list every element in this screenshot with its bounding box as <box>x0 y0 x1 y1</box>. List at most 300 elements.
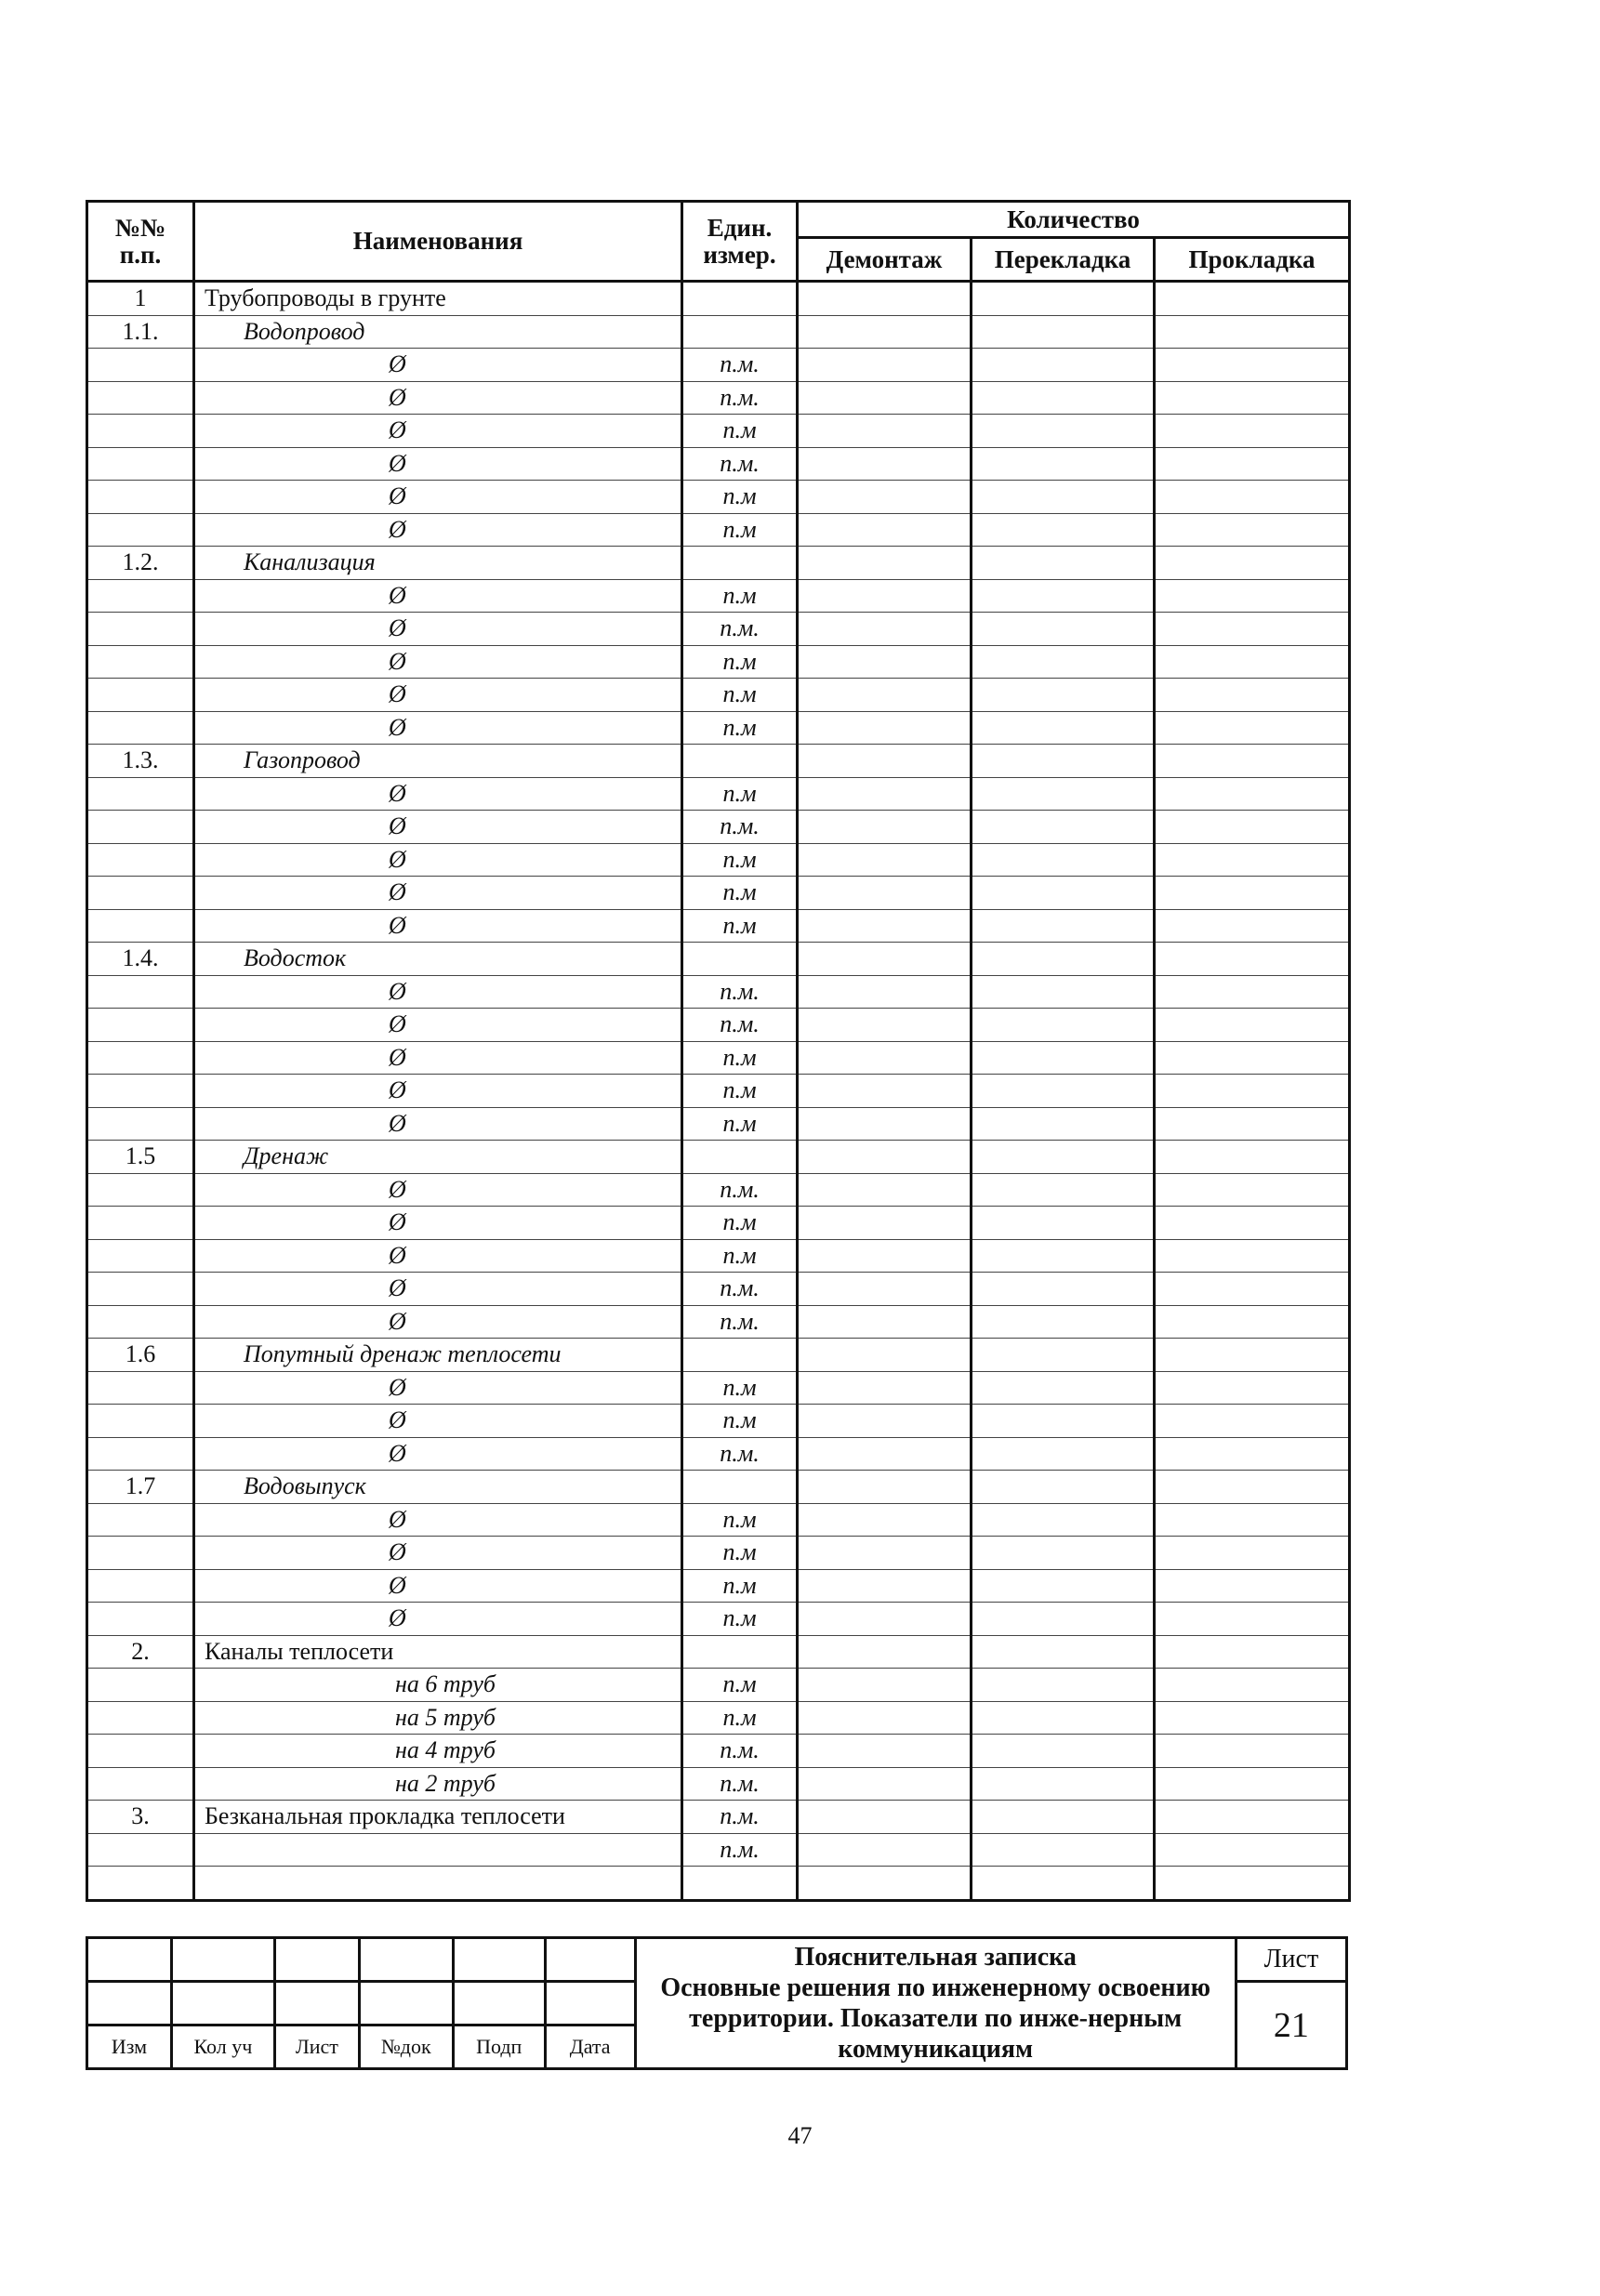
row-name: Ø <box>194 777 682 811</box>
qty-demontazh-cell <box>798 1669 972 1702</box>
row-number <box>87 877 194 910</box>
stamp-cell <box>453 1938 545 1982</box>
qty-prokladka-cell <box>1155 282 1350 316</box>
qty-demontazh-cell <box>798 1371 972 1405</box>
qty-demontazh-cell <box>798 447 972 481</box>
row-unit: п.м <box>682 481 798 514</box>
row-unit: п.м <box>682 909 798 943</box>
row-unit: п.м <box>682 1537 798 1570</box>
qty-prokladka-cell <box>1155 1669 1350 1702</box>
qty-prokladka-cell <box>1155 447 1350 481</box>
row-name: Канализация <box>194 547 682 580</box>
row-unit: п.м <box>682 1569 798 1603</box>
qty-prokladka-cell <box>1155 777 1350 811</box>
row-name: на 6 труб <box>194 1669 682 1702</box>
row-number <box>87 1833 194 1867</box>
row-unit: п.м. <box>682 1305 798 1339</box>
table-row <box>87 1471 1350 1504</box>
qty-perekladka-cell <box>972 349 1155 382</box>
table-row <box>87 1735 1350 1768</box>
row-name: Ø <box>194 447 682 481</box>
table-row <box>87 909 1350 943</box>
qty-prokladka-cell <box>1155 513 1350 547</box>
table-row <box>87 1701 1350 1735</box>
qty-perekladka-cell <box>972 1471 1155 1504</box>
qty-demontazh-cell <box>798 381 972 415</box>
table-body <box>87 282 1350 1901</box>
row-number: 1.7 <box>87 1471 194 1504</box>
row-unit: п.м <box>682 877 798 910</box>
qty-prokladka-cell <box>1155 481 1350 514</box>
row-unit: п.м <box>682 1239 798 1273</box>
row-number <box>87 481 194 514</box>
qty-perekladka-cell <box>972 679 1155 712</box>
qty-prokladka-cell <box>1155 1075 1350 1108</box>
table-row <box>87 679 1350 712</box>
table-row <box>87 282 1350 316</box>
row-unit: п.м <box>682 1371 798 1405</box>
qty-demontazh-cell <box>798 1305 972 1339</box>
row-name: Ø <box>194 975 682 1009</box>
header-num: №№ п.п. <box>87 202 194 282</box>
row-name: Водовыпуск <box>194 1471 682 1504</box>
qty-perekladka-cell <box>972 1009 1155 1042</box>
qty-perekladka-cell <box>972 282 1155 316</box>
qty-perekladka-cell <box>972 1339 1155 1372</box>
row-number <box>87 349 194 382</box>
row-number <box>87 1305 194 1339</box>
table-row <box>87 1669 1350 1702</box>
row-name: Ø <box>194 1603 682 1636</box>
qty-demontazh-cell <box>798 711 972 745</box>
row-unit: п.м <box>682 1603 798 1636</box>
row-name: Ø <box>194 645 682 679</box>
row-number <box>87 613 194 646</box>
qty-demontazh-cell <box>798 1701 972 1735</box>
qty-demontazh-cell <box>798 282 972 316</box>
row-name: Ø <box>194 1537 682 1570</box>
qty-perekladka-cell <box>972 1701 1155 1735</box>
table-row <box>87 1569 1350 1603</box>
qty-prokladka-cell <box>1155 613 1350 646</box>
table-row <box>87 447 1350 481</box>
row-unit <box>682 1867 798 1901</box>
row-name: Безканальная прокладка теплосети <box>194 1801 682 1834</box>
table-row <box>87 1305 1350 1339</box>
qty-perekladka-cell <box>972 1735 1155 1768</box>
table-row <box>87 1173 1350 1207</box>
qty-demontazh-cell <box>798 975 972 1009</box>
row-number <box>87 843 194 877</box>
sheet-number: 21 <box>1236 1982 1346 2069</box>
qty-perekladka-cell <box>972 1635 1155 1669</box>
row-name: Ø <box>194 1305 682 1339</box>
qty-perekladka-cell <box>972 415 1155 448</box>
sheet-label: Лист <box>1236 1938 1346 1982</box>
table-row <box>87 877 1350 910</box>
row-name: Ø <box>194 1437 682 1471</box>
qty-perekladka-cell <box>972 513 1155 547</box>
row-name: Каналы теплосети <box>194 1635 682 1669</box>
row-number <box>87 513 194 547</box>
row-unit <box>682 745 798 778</box>
qty-prokladka-cell <box>1155 1041 1350 1075</box>
row-unit: п.м. <box>682 1437 798 1471</box>
row-number <box>87 1041 194 1075</box>
row-number: 1.1. <box>87 315 194 349</box>
row-number <box>87 811 194 844</box>
row-name <box>194 1867 682 1901</box>
table-row <box>87 975 1350 1009</box>
qty-demontazh-cell <box>798 1471 972 1504</box>
qty-demontazh-cell <box>798 481 972 514</box>
table-row <box>87 843 1350 877</box>
qty-demontazh-cell <box>798 1273 972 1306</box>
qty-perekladka-cell <box>972 1669 1155 1702</box>
stamp-cell <box>545 1938 635 1982</box>
qty-perekladka-cell <box>972 381 1155 415</box>
row-number <box>87 1569 194 1603</box>
qty-demontazh-cell <box>798 1239 972 1273</box>
table-row <box>87 1537 1350 1570</box>
qty-demontazh-cell <box>798 777 972 811</box>
row-number: 1.2. <box>87 547 194 580</box>
stamp-cell <box>87 1982 172 2025</box>
table-row <box>87 381 1350 415</box>
header-unit: Един. измер. <box>682 202 798 282</box>
row-unit: п.м <box>682 777 798 811</box>
qty-perekladka-cell <box>972 1437 1155 1471</box>
table-row <box>87 349 1350 382</box>
row-number: 1.6 <box>87 1339 194 1372</box>
qty-prokladka-cell <box>1155 645 1350 679</box>
row-unit: п.м <box>682 1701 798 1735</box>
row-name: Ø <box>194 843 682 877</box>
row-unit: п.м. <box>682 1735 798 1768</box>
row-unit: п.м <box>682 1669 798 1702</box>
row-unit: п.м. <box>682 975 798 1009</box>
row-number <box>87 1371 194 1405</box>
row-name: Ø <box>194 1173 682 1207</box>
row-number <box>87 1239 194 1273</box>
table-row <box>87 415 1350 448</box>
row-number <box>87 1405 194 1438</box>
qty-demontazh-cell <box>798 1603 972 1636</box>
table-row <box>87 1207 1350 1240</box>
table-row <box>87 1041 1350 1075</box>
row-unit <box>682 315 798 349</box>
row-name: Попутный дренаж теплосети <box>194 1339 682 1372</box>
qty-perekladka-cell <box>972 1867 1155 1901</box>
qty-prokladka-cell <box>1155 1173 1350 1207</box>
qty-demontazh-cell <box>798 1735 972 1768</box>
qty-prokladka-cell <box>1155 909 1350 943</box>
qty-perekladka-cell <box>972 711 1155 745</box>
qty-prokladka-cell <box>1155 745 1350 778</box>
qty-demontazh-cell <box>798 1041 972 1075</box>
row-name: Ø <box>194 349 682 382</box>
table-row <box>87 1603 1350 1636</box>
row-number: 2. <box>87 1635 194 1669</box>
row-name: Ø <box>194 381 682 415</box>
table-row <box>87 1339 1350 1372</box>
qty-perekladka-cell <box>972 1569 1155 1603</box>
stamp-label-ndok: №док <box>359 2025 453 2069</box>
row-name: Ø <box>194 1009 682 1042</box>
row-name: Ø <box>194 1041 682 1075</box>
qty-prokladka-cell <box>1155 1405 1350 1438</box>
qty-prokladka-cell <box>1155 1207 1350 1240</box>
row-name: Ø <box>194 1273 682 1306</box>
row-unit <box>682 943 798 976</box>
table-row <box>87 745 1350 778</box>
row-name: Ø <box>194 1075 682 1108</box>
row-unit: п.м. <box>682 811 798 844</box>
qty-prokladka-cell <box>1155 975 1350 1009</box>
row-unit: п.м <box>682 843 798 877</box>
qty-demontazh-cell <box>798 349 972 382</box>
row-unit: п.м. <box>682 1767 798 1801</box>
row-unit: п.м. <box>682 381 798 415</box>
row-number <box>87 1867 194 1901</box>
qty-prokladka-cell <box>1155 547 1350 580</box>
qty-perekladka-cell <box>972 1537 1155 1570</box>
table-row <box>87 513 1350 547</box>
row-name: Ø <box>194 1371 682 1405</box>
row-number <box>87 447 194 481</box>
qty-perekladka-cell <box>972 1371 1155 1405</box>
qty-prokladka-cell <box>1155 1141 1350 1174</box>
row-unit: п.м <box>682 1405 798 1438</box>
qty-prokladka-cell <box>1155 1603 1350 1636</box>
row-number <box>87 975 194 1009</box>
stamp-cell <box>359 1982 453 2025</box>
qty-demontazh-cell <box>798 547 972 580</box>
qty-demontazh-cell <box>798 1405 972 1438</box>
qty-demontazh-cell <box>798 811 972 844</box>
qty-prokladka-cell <box>1155 1767 1350 1801</box>
row-unit <box>682 1141 798 1174</box>
row-name: Ø <box>194 1207 682 1240</box>
row-unit: п.м. <box>682 447 798 481</box>
table-row <box>87 645 1350 679</box>
row-unit <box>682 1471 798 1504</box>
qty-prokladka-cell <box>1155 1239 1350 1273</box>
row-number <box>87 1767 194 1801</box>
qty-perekladka-cell <box>972 1603 1155 1636</box>
qty-prokladka-cell <box>1155 1569 1350 1603</box>
qty-demontazh-cell <box>798 843 972 877</box>
row-name: Ø <box>194 579 682 613</box>
stamp-label-list: Лист <box>274 2025 359 2069</box>
row-unit: п.м <box>682 711 798 745</box>
row-number <box>87 645 194 679</box>
qty-prokladka-cell <box>1155 381 1350 415</box>
row-name: Ø <box>194 909 682 943</box>
qty-prokladka-cell <box>1155 1635 1350 1669</box>
row-unit: п.м <box>682 415 798 448</box>
qty-prokladka-cell <box>1155 1273 1350 1306</box>
qty-demontazh-cell <box>798 1767 972 1801</box>
row-name: Ø <box>194 1503 682 1537</box>
row-name: Ø <box>194 877 682 910</box>
table-row <box>87 613 1350 646</box>
row-number <box>87 909 194 943</box>
table-row <box>87 1503 1350 1537</box>
row-unit: п.м. <box>682 1273 798 1306</box>
qty-prokladka-cell <box>1155 1009 1350 1042</box>
table-row <box>87 1371 1350 1405</box>
stamp-label-data: Дата <box>545 2025 635 2069</box>
qty-perekladka-cell <box>972 811 1155 844</box>
row-name: на 4 труб <box>194 1735 682 1768</box>
qty-demontazh-cell <box>798 1075 972 1108</box>
row-number <box>87 711 194 745</box>
row-number <box>87 1603 194 1636</box>
row-name: на 2 труб <box>194 1767 682 1801</box>
qty-perekladka-cell <box>972 1405 1155 1438</box>
row-unit: п.м. <box>682 613 798 646</box>
qty-perekladka-cell <box>972 579 1155 613</box>
row-name: Трубопроводы в грунте <box>194 282 682 316</box>
row-unit: п.м <box>682 513 798 547</box>
qty-prokladka-cell <box>1155 315 1350 349</box>
qty-prokladka-cell <box>1155 877 1350 910</box>
row-number: 1.5 <box>87 1141 194 1174</box>
row-number <box>87 579 194 613</box>
stamp-cell <box>274 1938 359 1982</box>
qty-perekladka-cell <box>972 1767 1155 1801</box>
qty-prokladka-cell <box>1155 349 1350 382</box>
qty-prokladka-cell <box>1155 1801 1350 1834</box>
title-line1: Пояснительная записка <box>794 1943 1077 1972</box>
utilities-table <box>86 200 1351 1902</box>
qty-perekladka-cell <box>972 843 1155 877</box>
qty-perekladka-cell <box>972 547 1155 580</box>
qty-perekladka-cell <box>972 1141 1155 1174</box>
page-number: 47 <box>787 2122 813 2149</box>
stamp-cell <box>171 1982 274 2025</box>
qty-demontazh-cell <box>798 745 972 778</box>
row-unit: п.м. <box>682 1173 798 1207</box>
qty-demontazh-cell <box>798 943 972 976</box>
row-number <box>87 1173 194 1207</box>
stamp-cell <box>171 1938 274 1982</box>
qty-perekladka-cell <box>972 1207 1155 1240</box>
qty-prokladka-cell <box>1155 679 1350 712</box>
row-number <box>87 679 194 712</box>
row-name: Ø <box>194 1569 682 1603</box>
qty-demontazh-cell <box>798 1833 972 1867</box>
table-row <box>87 943 1350 976</box>
qty-demontazh-cell <box>798 1867 972 1901</box>
table-row <box>87 1239 1350 1273</box>
header-pereкladka: Перекладка <box>972 238 1155 282</box>
row-unit: п.м <box>682 1107 798 1141</box>
qty-demontazh-cell <box>798 1141 972 1174</box>
table-row <box>87 315 1350 349</box>
stamp-cell <box>359 1938 453 1982</box>
table-row <box>87 481 1350 514</box>
qty-demontazh-cell <box>798 909 972 943</box>
qty-perekladka-cell <box>972 1173 1155 1207</box>
document-title <box>635 1938 1236 2069</box>
table-row <box>87 1405 1350 1438</box>
row-name: Ø <box>194 811 682 844</box>
row-number <box>87 1437 194 1471</box>
qty-perekladka-cell <box>972 1239 1155 1273</box>
row-number <box>87 381 194 415</box>
row-unit: п.м. <box>682 1801 798 1834</box>
row-number <box>87 415 194 448</box>
row-unit: п.м <box>682 645 798 679</box>
qty-perekladka-cell <box>972 1107 1155 1141</box>
row-name: Ø <box>194 513 682 547</box>
row-number: 1.4. <box>87 943 194 976</box>
row-unit: п.м. <box>682 349 798 382</box>
qty-demontazh-cell <box>798 1437 972 1471</box>
table-row <box>87 777 1350 811</box>
qty-demontazh-cell <box>798 1173 972 1207</box>
row-unit: п.м <box>682 1503 798 1537</box>
table-row <box>87 1141 1350 1174</box>
row-unit: п.м <box>682 1207 798 1240</box>
row-number <box>87 1503 194 1537</box>
table-row <box>87 1075 1350 1108</box>
qty-prokladka-cell <box>1155 1701 1350 1735</box>
qty-prokladka-cell <box>1155 1537 1350 1570</box>
row-unit <box>682 1339 798 1372</box>
row-number: 1.3. <box>87 745 194 778</box>
table-row <box>87 1801 1350 1834</box>
row-unit <box>682 547 798 580</box>
qty-prokladka-cell <box>1155 811 1350 844</box>
row-unit: п.м <box>682 1041 798 1075</box>
row-number: 1 <box>87 282 194 316</box>
qty-demontazh-cell <box>798 1801 972 1834</box>
qty-demontazh-cell <box>798 415 972 448</box>
row-name: Ø <box>194 711 682 745</box>
qty-prokladka-cell <box>1155 1867 1350 1901</box>
qty-demontazh-cell <box>798 315 972 349</box>
qty-prokladka-cell <box>1155 1107 1350 1141</box>
stamp-label-podp: Подп <box>453 2025 545 2069</box>
row-number: 3. <box>87 1801 194 1834</box>
row-name: Ø <box>194 679 682 712</box>
qty-perekladka-cell <box>972 1273 1155 1306</box>
row-unit: п.м <box>682 1075 798 1108</box>
row-number <box>87 1669 194 1702</box>
qty-prokladka-cell <box>1155 1437 1350 1471</box>
row-number <box>87 777 194 811</box>
qty-prokladka-cell <box>1155 1471 1350 1504</box>
qty-perekladka-cell <box>972 1801 1155 1834</box>
row-name: Водосток <box>194 943 682 976</box>
row-number <box>87 1273 194 1306</box>
qty-perekladka-cell <box>972 777 1155 811</box>
row-number <box>87 1537 194 1570</box>
qty-prokladka-cell <box>1155 1305 1350 1339</box>
qty-prokladka-cell <box>1155 1371 1350 1405</box>
row-number <box>87 1701 194 1735</box>
qty-prokladka-cell <box>1155 1735 1350 1768</box>
table-row <box>87 1437 1350 1471</box>
qty-prokladka-cell <box>1155 1503 1350 1537</box>
row-unit <box>682 1635 798 1669</box>
row-number <box>87 1009 194 1042</box>
table-row <box>87 1107 1350 1141</box>
qty-prokladka-cell <box>1155 711 1350 745</box>
